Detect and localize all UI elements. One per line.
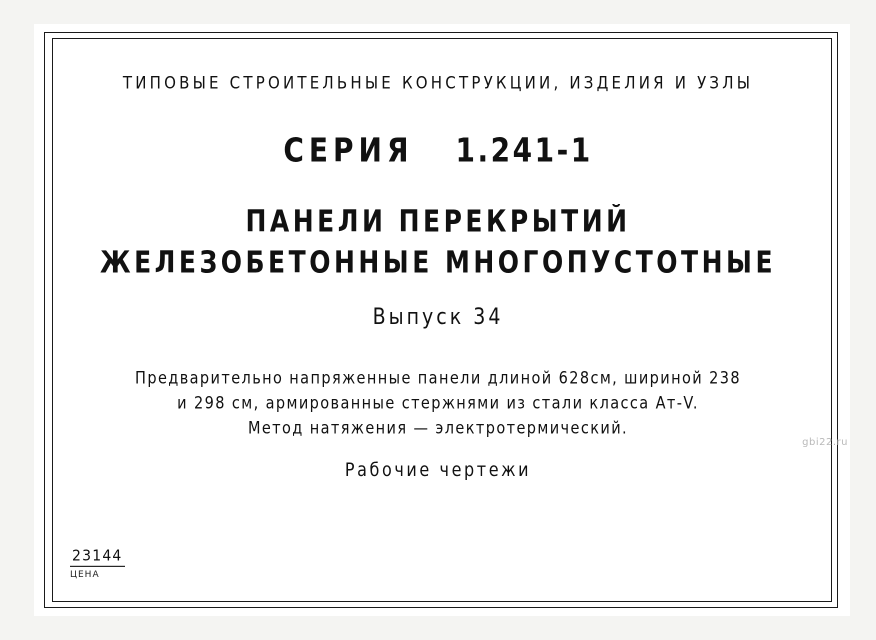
code-number: 23144 [70, 547, 125, 567]
price-code-block [70, 545, 125, 580]
series-number: 1.241-1 [455, 131, 593, 170]
description-line-3: Метод натяжения — электротермический. [247, 419, 629, 439]
code-label: ЦЕНА [70, 570, 100, 580]
description-line-1: Предварительно напряженные панели длиной 628см, шириной 238 [135, 369, 741, 389]
title-line-2: ЖЕЛЕЗОБЕТОННЫЕ МНОГОПУСТОТНЫЕ [99, 245, 777, 280]
series-word: СЕРИЯ [283, 131, 414, 170]
title-line-1: ПАНЕЛИ ПЕРЕКРЫТИЙ [245, 204, 631, 239]
issue-line: Выпуск 34 [372, 304, 504, 330]
header-line: ТИПОВЫЕ СТРОИТЕЛЬНЫЕ КОНСТРУКЦИИ, ИЗДЕЛИЯ И УЗЛЫ [122, 72, 754, 94]
series-heading [0, 131, 876, 170]
description-line-2: и 298 см, армированные стержнями из стали класса Ат-V. [177, 394, 699, 414]
working-drawings-line: Рабочие чертежи [344, 458, 532, 481]
watermark-text: gbi22.ru [802, 437, 848, 448]
